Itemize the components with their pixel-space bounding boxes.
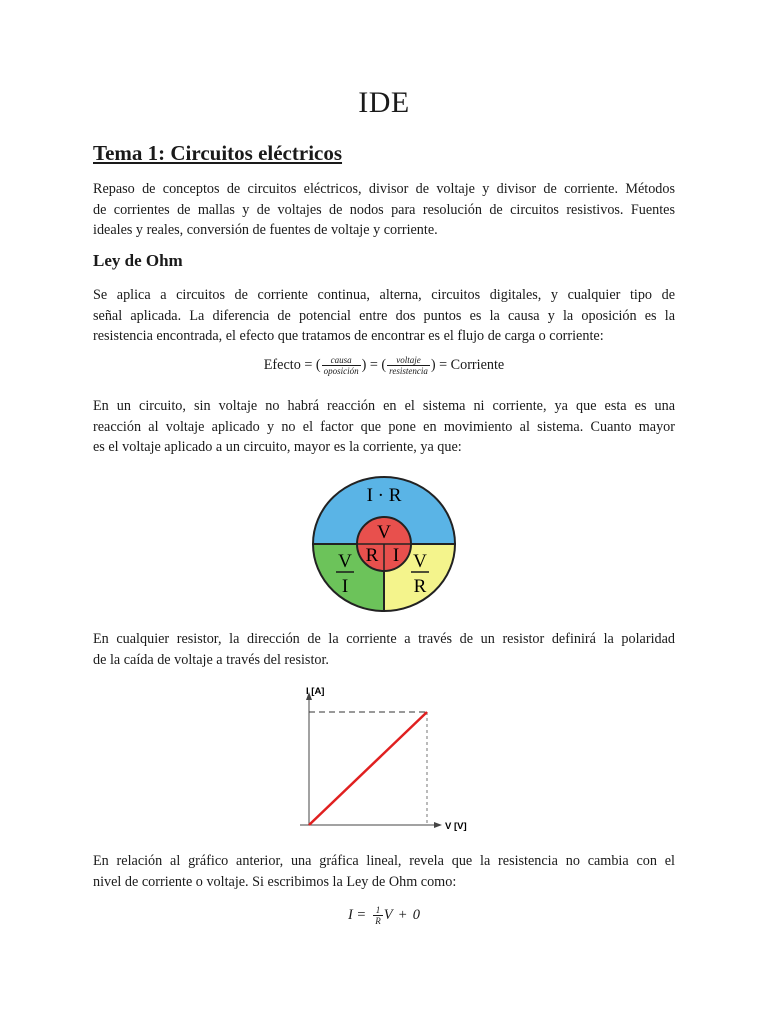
paragraph-line: En cualquier resistor, la dirección de la corriente a través de un resistor definirá la polaridad	[93, 631, 675, 647]
formula-text: ) = Corriente	[430, 357, 505, 373]
formula-lhs: I =	[347, 907, 367, 923]
fraction-denominator: resistencia	[389, 366, 428, 376]
fraction-numerator: 1	[375, 905, 381, 915]
ohm-center-r: R	[365, 545, 379, 566]
ohm-paragraph	[93, 285, 675, 347]
formula-zero: 0	[412, 907, 421, 923]
linear-iv-line	[309, 712, 427, 825]
paragraph-line: Repaso de conceptos de circuitos eléctricos, divisor de voltaje y divisor de corriente. Métodos	[93, 181, 675, 197]
x-axis-label: V [V]	[445, 821, 467, 832]
ohm-law-circle-diagram	[311, 475, 457, 613]
paragraph-line: En relación al gráfico anterior, una gráfica lineal, revela que la resistencia no cambia con el	[93, 853, 675, 869]
fraction-causa-oposicion	[322, 355, 361, 376]
paragraph-line: En un circuito, sin voltaje no habrá reacción en el sistema ni corriente, ya que esta es una	[93, 398, 675, 414]
paragraph-line: reacción al voltaje aplicado y no el factor que pone en movimiento al sistema. Cuanto mayor	[93, 418, 675, 435]
fraction-one-over-r	[373, 905, 383, 926]
formula-plus: +	[398, 907, 407, 923]
ohm-right-denominator: R	[413, 576, 427, 597]
formula-text: ) = (	[361, 357, 387, 373]
paragraph-line: nivel de corriente o voltaje. Si escribimos la Ley de Ohm como:	[93, 873, 457, 890]
ohm-center-i: I	[392, 545, 400, 566]
ohm-right-numerator: V	[413, 551, 427, 572]
current-voltage-graph	[288, 680, 488, 840]
paragraph-5	[93, 851, 675, 892]
section-heading: Tema 1: Circuitos eléctricos	[93, 141, 343, 165]
subheading-ley-de-ohm: Ley de Ohm	[93, 251, 183, 270]
fraction-voltaje-resistencia	[387, 355, 430, 376]
ohm-linear-formula	[0, 905, 768, 926]
fraction-numerator: causa	[330, 355, 352, 365]
paragraph-line: señal aplicada. La diferencia de potencial entre dos puntos es la causa y la oposición es la	[93, 307, 675, 324]
ohm-left-denominator: I	[341, 576, 349, 597]
paragraph-line: ideales y reales, conversión de fuentes de voltaje y corriente.	[93, 222, 438, 238]
formula-v: V	[383, 907, 393, 923]
fraction-numerator: voltaje	[396, 355, 421, 365]
y-axis-label: I [A]	[306, 686, 325, 697]
ohm-top-label: I · R	[366, 485, 402, 506]
ohm-left-numerator: V	[338, 551, 352, 572]
fraction-denominator: R	[375, 916, 381, 926]
paragraph-line: resistencia encontrada, el efecto que tratamos de encontrar es el flujo de carga o corriente:	[93, 328, 604, 344]
paragraph-line: Se aplica a circuitos de corriente continua, alterna, circuitos digitales, y cualquier tipo de	[93, 287, 675, 303]
intro-paragraph	[93, 179, 675, 241]
document-title: IDE	[358, 86, 410, 119]
paragraph-line: de la caída de voltaje a través del resistor.	[93, 651, 329, 668]
fraction-denominator: oposición	[323, 366, 359, 376]
paragraph-line: de corrientes de mallas y de voltajes de nodos para resolución de circuitos resistivos. Fuentes	[93, 201, 675, 218]
paragraph-line: es el voltaje aplicado a un circuito, mayor es la corriente, ya que:	[93, 439, 462, 455]
x-axis-arrow	[434, 822, 442, 828]
ohm-center-v: V	[377, 522, 391, 543]
paragraph-4	[93, 629, 675, 670]
effect-formula	[0, 355, 768, 376]
paragraph-3	[93, 396, 675, 458]
formula-text: Efecto = (	[263, 357, 321, 373]
